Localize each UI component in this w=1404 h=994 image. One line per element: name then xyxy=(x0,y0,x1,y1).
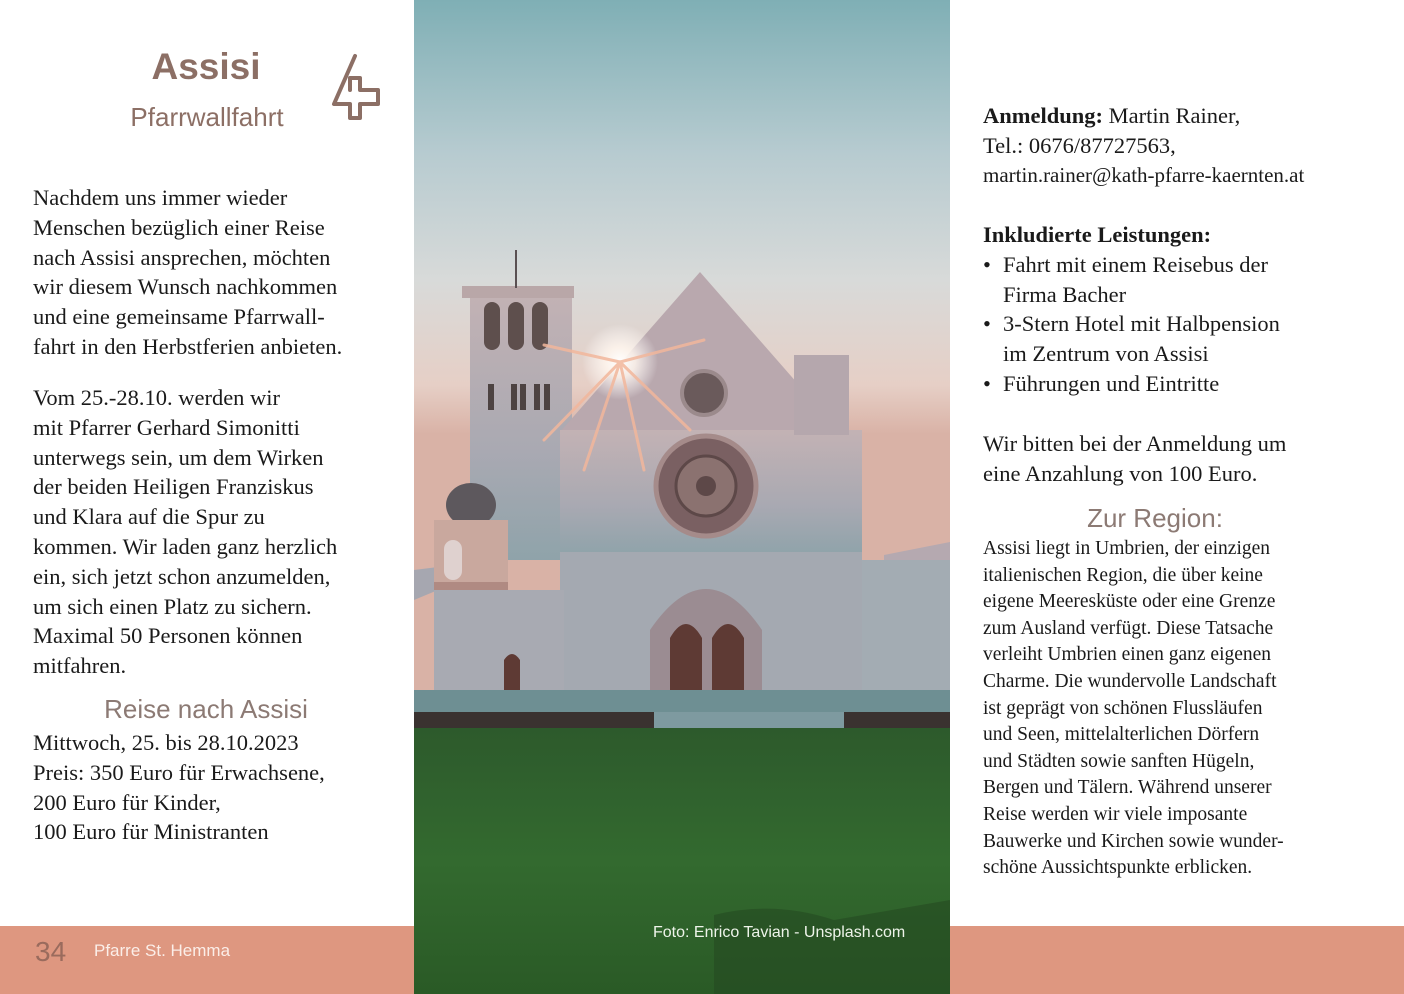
text-line: Reise werden wir viele imposante xyxy=(983,803,1248,825)
included-services xyxy=(983,220,1393,399)
text-line: Vom 25.-28.10. werden wir xyxy=(33,385,281,410)
service-line: 3-Stern Hotel mit Halbpension xyxy=(1003,311,1280,337)
text-line: ist geprägt von schönen Flussläufen xyxy=(983,697,1263,719)
trip-date: Mittwoch, 25. bis 28.10.2023 xyxy=(33,730,299,755)
text-line: Assisi liegt in Umbrien, der einzigen xyxy=(983,538,1271,559)
text-line: mitfahren. xyxy=(33,653,127,679)
photo-credit: Foto: Enrico Tavian - Unsplash.com xyxy=(653,924,906,941)
text-line: der beiden Heiligen Franziskus xyxy=(33,474,314,500)
plaza xyxy=(414,690,950,714)
text-line: um sich einen Platz zu sichern. xyxy=(33,593,312,619)
registration-phone: Tel.: 0676/87727563, xyxy=(983,132,1176,158)
deposit-note xyxy=(983,429,1393,489)
text-line: wir diesem Wunsch nachkommen xyxy=(33,274,338,300)
registration-email[interactable]: martin.rainer@kath-pfarre-kaernten.at xyxy=(983,162,1305,187)
services-heading-text: Inkludierte Leistungen: xyxy=(983,222,1212,247)
text-line: verleiht Umbrien einen ganz eigenen xyxy=(983,644,1272,666)
trip-price-ministrants: 100 Euro für Ministranten xyxy=(33,819,269,845)
intro-paragraph xyxy=(33,183,403,362)
page-number: 34 xyxy=(35,936,67,967)
service-line: Firma Bacher xyxy=(1003,281,1127,307)
text-line: Nachdem uns immer wieder xyxy=(33,185,288,210)
parish-name: Pfarre St. Hemma xyxy=(94,941,231,960)
registration-block xyxy=(983,101,1393,190)
text-line: Maximal 50 Personen können xyxy=(33,623,303,649)
text-line: Bergen und Tälern. Während unserer xyxy=(983,777,1272,799)
region-heading: Zur Region: xyxy=(1087,503,1223,533)
basilica-illustration xyxy=(414,0,950,994)
text-line: nach Assisi ansprechen, möchten xyxy=(33,244,331,270)
service-item xyxy=(983,309,1393,369)
text-line: unterwegs sein, um dem Wirken xyxy=(33,444,324,470)
text-line: fahrt in den Herbstferien anbieten. xyxy=(33,333,343,359)
bullet-icon: • xyxy=(983,311,991,337)
page-subtitle: Pfarrwallfahrt xyxy=(130,102,284,132)
bullet-icon: • xyxy=(983,370,991,396)
registration-line xyxy=(983,101,1393,131)
text-line: Wir bitten bei der Anmeldung um xyxy=(983,431,1287,456)
text-line: italienischen Region, die über keine xyxy=(983,564,1263,586)
text-line: kommen. Wir laden ganz herzlich xyxy=(33,533,338,559)
region-paragraph xyxy=(983,536,1393,882)
registration-contact-name: Martin Rainer, xyxy=(1103,103,1241,128)
services-list xyxy=(983,250,1393,399)
registration-label: Anmeldung: xyxy=(983,103,1104,128)
text-line: und Klara auf die Spur zu xyxy=(33,504,265,530)
service-line: Führungen und Eintritte xyxy=(1003,370,1220,396)
text-line: Charme. Die wundervolle Landschaft xyxy=(983,670,1277,692)
trip-details xyxy=(33,728,403,847)
text-line: und eine gemeinsame Pfarrwall- xyxy=(33,304,325,330)
text-line: schöne Aussichtspunkte erblicken. xyxy=(983,857,1253,879)
text-line: zum Ausland verfügt. Diese Tatsache xyxy=(983,617,1274,639)
bullet-icon: • xyxy=(983,251,991,277)
text-line: eigene Meeresküste oder eine Grenze xyxy=(983,591,1276,613)
footer-bar-right xyxy=(950,926,1404,994)
text-line: Bauwerke und Kirchen sowie wunder- xyxy=(983,830,1284,852)
service-line: Fahrt mit einem Reisebus der xyxy=(1003,251,1268,277)
details-paragraph xyxy=(33,383,403,681)
service-item xyxy=(983,250,1393,310)
services-heading xyxy=(983,220,1393,250)
trip-price-adults: Preis: 350 Euro für Erwachsene, xyxy=(33,759,325,785)
trip-heading: Reise nach Assisi xyxy=(104,694,308,724)
text-line: und Seen, mittelalterlichen Dörfern xyxy=(983,724,1260,746)
basilica-photo xyxy=(414,0,950,994)
text-line: ein, sich jetzt schon anzumelden, xyxy=(33,563,331,589)
text-line: Menschen bezüglich einer Reise xyxy=(33,214,325,240)
text-line: eine Anzahlung von 100 Euro. xyxy=(983,460,1258,486)
left-column xyxy=(0,0,414,926)
trip-price-children: 200 Euro für Kinder, xyxy=(33,789,221,815)
service-line: im Zentrum von Assisi xyxy=(1003,341,1209,367)
number-four-cross-icon xyxy=(328,52,384,124)
service-item xyxy=(983,369,1393,399)
text-line: mit Pfarrer Gerhard Simonitti xyxy=(33,414,300,440)
page-title: Assisi xyxy=(151,46,261,87)
text-line: und Städten sowie sanften Hügeln, xyxy=(983,750,1255,772)
